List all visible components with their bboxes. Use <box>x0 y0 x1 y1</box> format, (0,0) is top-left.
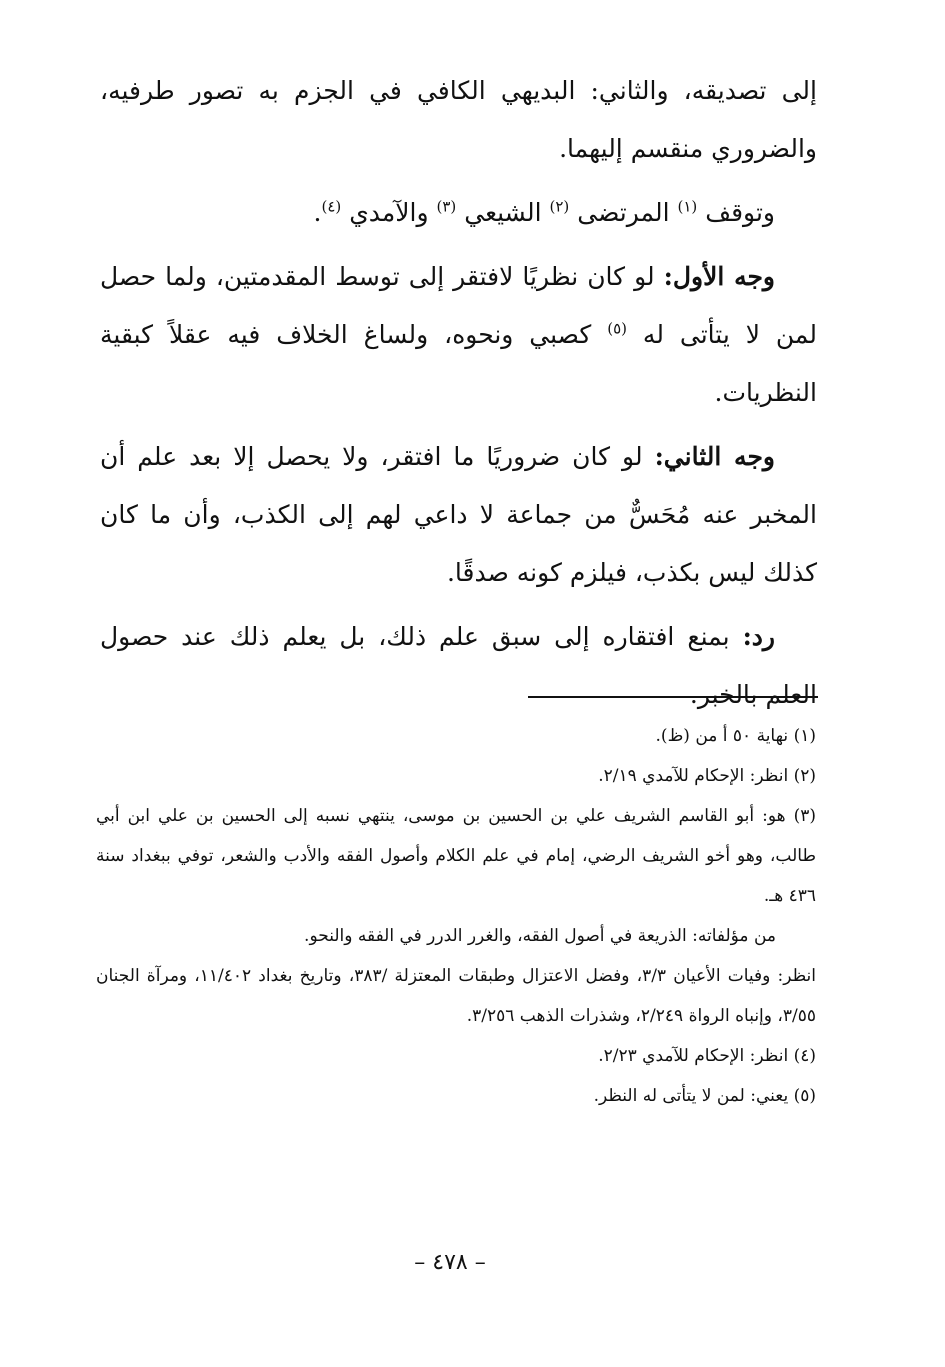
footnote-4: (٤) انظر: الإحكام للآمدي ٢/٢٣. <box>598 1046 816 1066</box>
footnote-ref-4[interactable]: (٤) <box>321 197 342 216</box>
text: . <box>313 198 322 227</box>
footnote-1: (١) نهاية ٥٠ أ من (ظ). <box>655 726 816 746</box>
paragraph-1: إلى تصديقه، والثاني: البديهي الكافي في الجزم به تصور طرفيه، والضروري منقسم إليهما. <box>100 76 817 163</box>
text: والآمدي <box>349 198 429 227</box>
text: كصبي ونحوه، ولساغ الخلاف فيه عقلاً كبقية النظريات. <box>100 320 817 407</box>
footnotes <box>96 716 816 1116</box>
paragraph-2 <box>100 184 817 242</box>
text: لو كان ضروريًا ما افتقر، ولا يحصل إلا بعد علم أن المخبر عنه مُحَسٌّ من جماعة لا داعي لهم إلى الكذب، وأن ما كان كذلك ليس بكذب، فيلزم كونه صدقًا. <box>100 442 817 587</box>
paragraph-4 <box>100 428 817 602</box>
paragraph-lead: رد: <box>742 622 775 651</box>
footnote-ref-5[interactable]: (٥) <box>607 319 627 338</box>
footnote-2: (٢) انظر: الإحكام للآمدي ٢/١٩. <box>598 766 816 786</box>
main-text-block <box>100 62 817 730</box>
footnote-5: (٥) يعني: لمن لا يتأتى له النظر. <box>593 1086 816 1106</box>
text: المرتضى <box>577 198 670 227</box>
text: بمنع افتقاره إلى سبق علم ذلك، بل يعلم ذلك عند حصول العلم بالخبر. <box>100 622 817 709</box>
footnote-ref-2[interactable]: (٢) <box>549 197 570 216</box>
paragraph-5 <box>100 608 817 724</box>
footnote-ref-3[interactable]: (٣) <box>436 197 457 216</box>
page-number: – ٤٧٨ – <box>414 1250 486 1275</box>
paragraph-lead: وجه الثاني: <box>654 442 775 471</box>
text: الشيعي <box>464 198 542 227</box>
footnote-ref-1[interactable]: (١) <box>677 197 698 216</box>
footnote-3-sources: انظر: وفيات الأعيان ٣/٣، وفضل الاعتزال وطبقات المعتزلة /٣٨٣، وتاريخ بغداد ١١/٤٠٢، ومرآة الجنان ٣/٥٥، وإنباه الرواة ٢/٢٤٩، وشذرات الذهب ٣/٢٥٦. <box>96 966 816 1026</box>
text: وتوقف <box>705 198 775 227</box>
footnote-3-works: من مؤلفاته: الذريعة في أصول الفقه، والغرر الدرر في الفقه والنحو. <box>304 926 776 946</box>
footnote-3: (٣) هو: أبو القاسم الشريف علي بن الحسين بن موسى، ينتهي نسبه إلى الحسين بن علي ابن أبي طالب، وهو أخو الشريف الرضي، إمام في علم الكلام وأصول الفقه والأدب والشعر، توفي ببغداد سنة ٤٣٦ هـ. <box>96 806 816 906</box>
footnote-separator <box>528 696 818 698</box>
paragraph-3 <box>100 248 817 422</box>
paragraph-lead: وجه الأول: <box>663 262 776 291</box>
text: لو كان نظريًا لافتقر إلى توسط المقدمتين، ولما حصل لمن لا يتأتى له <box>100 262 818 349</box>
